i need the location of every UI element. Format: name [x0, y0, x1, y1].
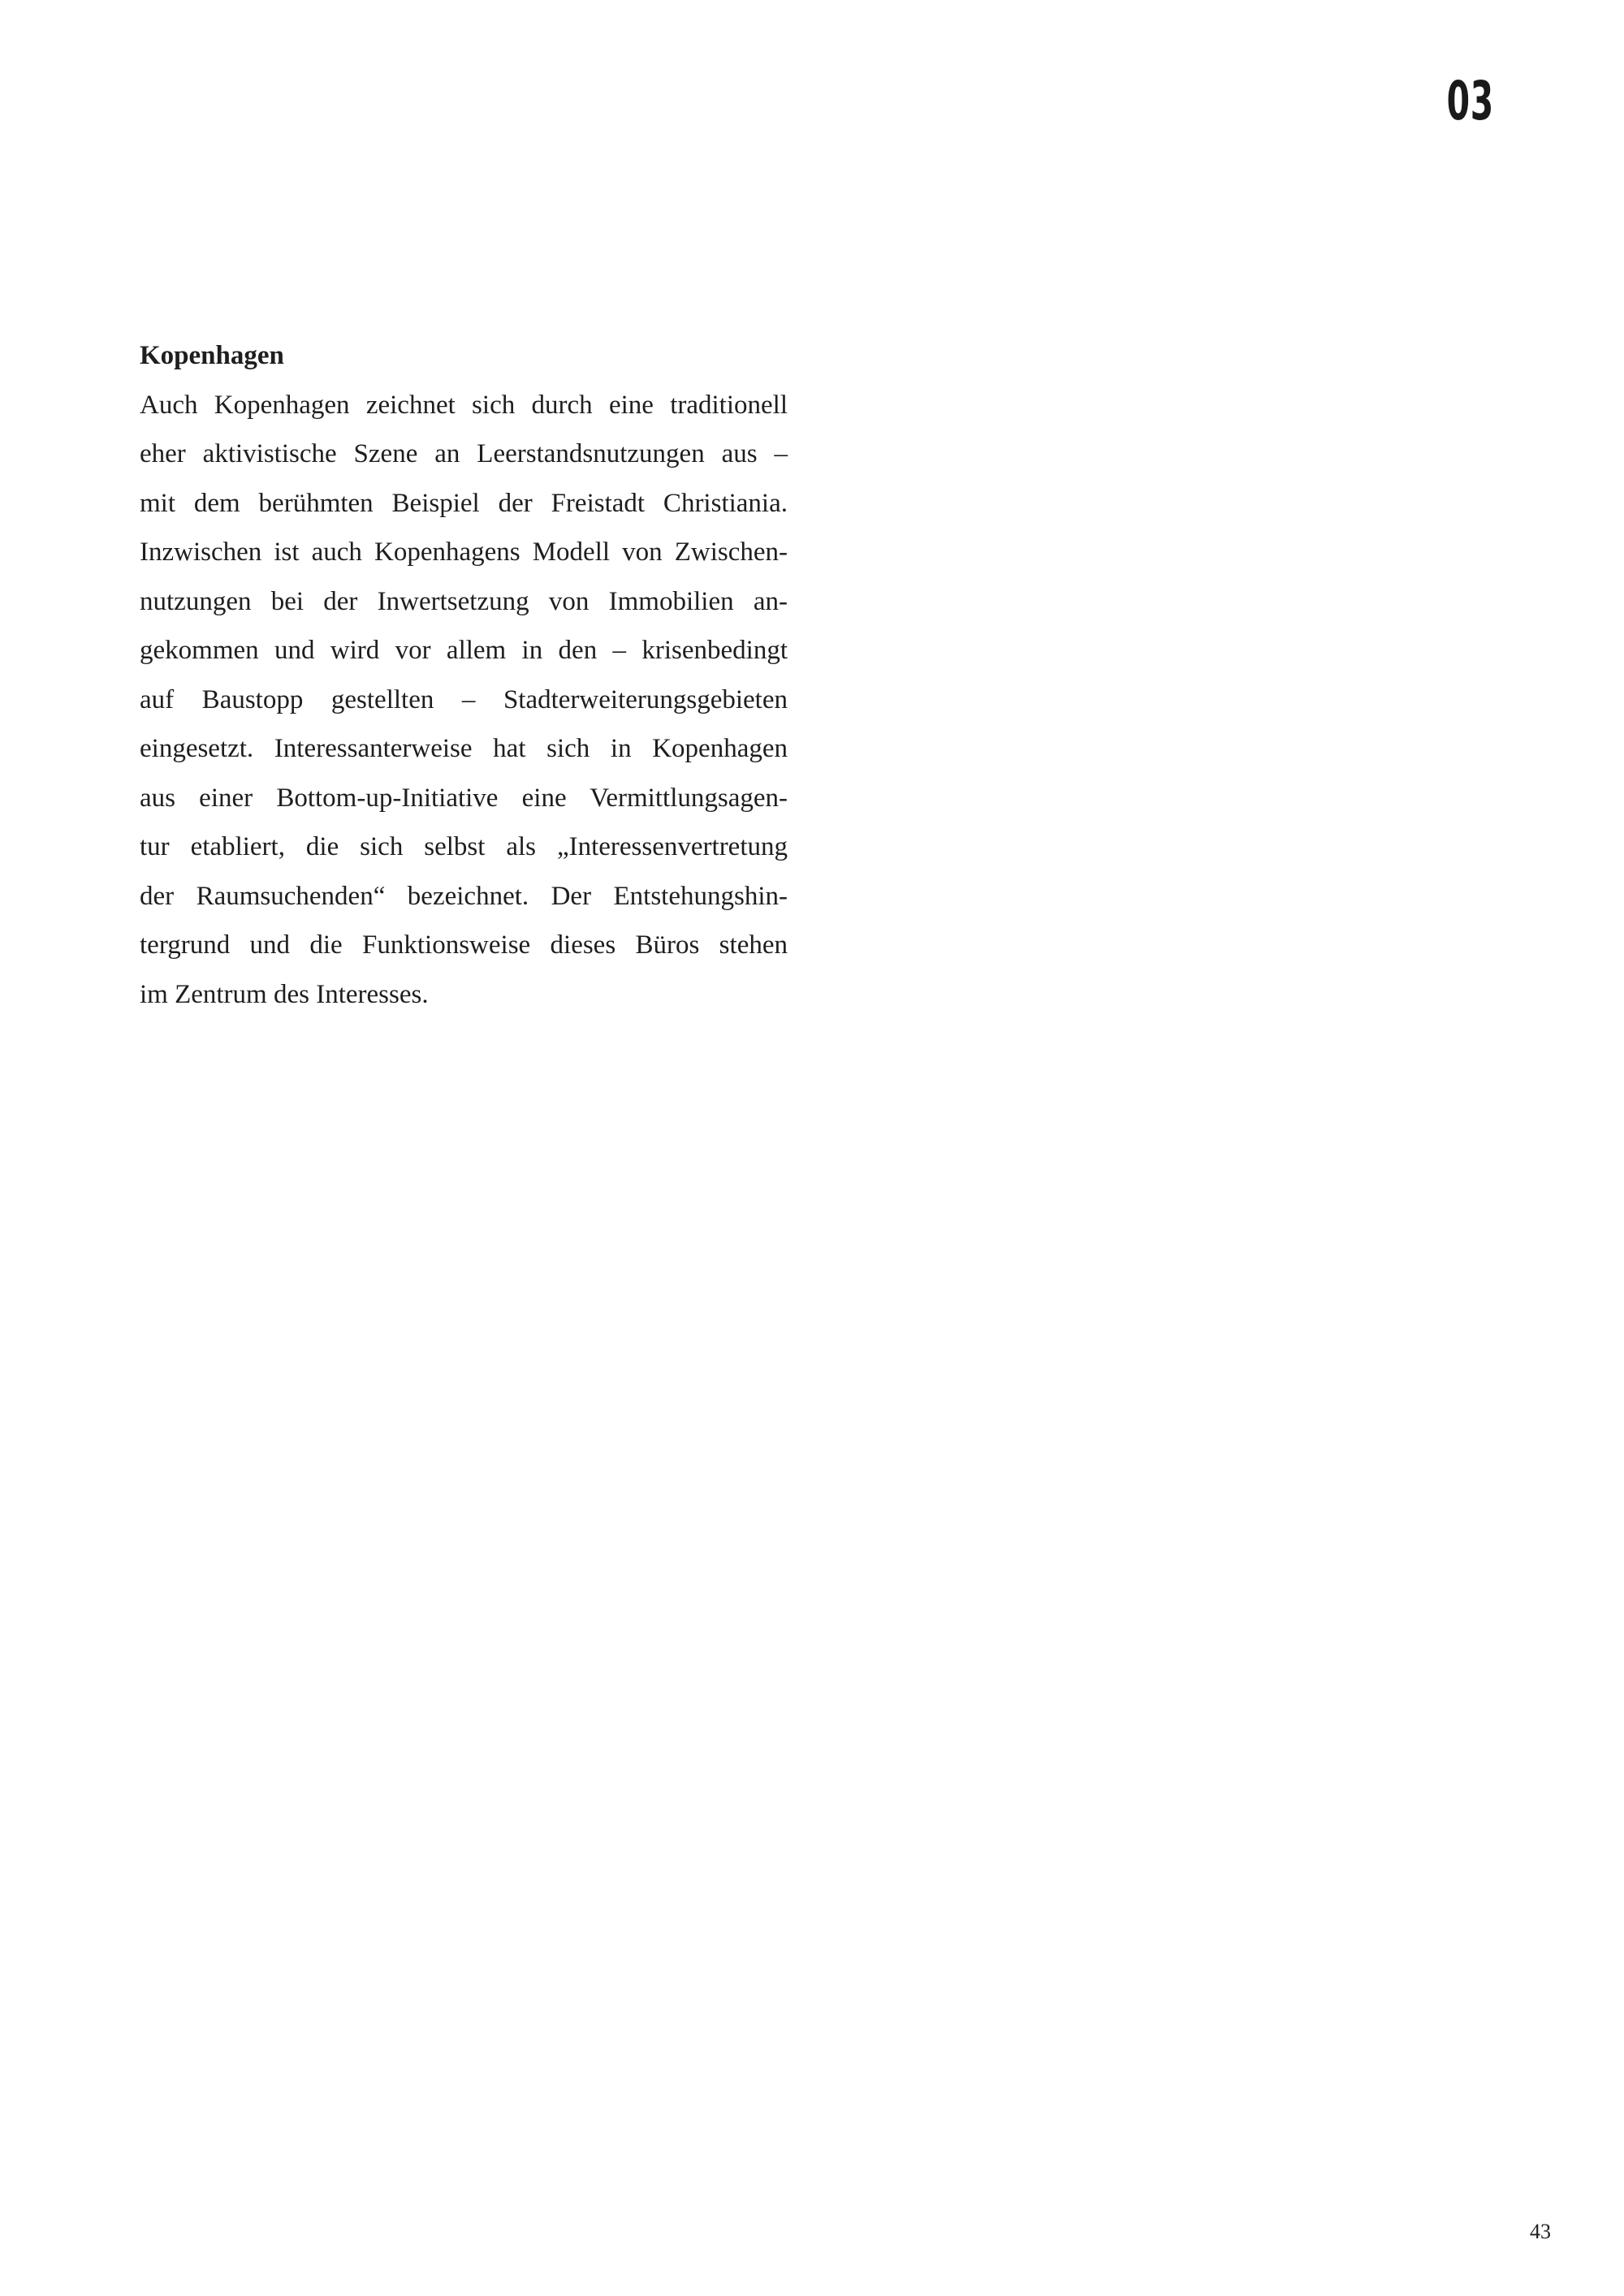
text-column: [140, 331, 788, 1019]
text-line: aus einer Bottom-up-Initiative eine Vermittlungsagen-: [140, 783, 788, 813]
body-paragraph: [140, 381, 788, 1020]
section-heading: Kopenhagen: [140, 341, 284, 370]
chapter-number: 03: [1446, 70, 1494, 132]
text-line: mit dem berühmten Beispiel der Freistadt Christiania.: [140, 488, 788, 518]
page-number: 43: [1530, 2220, 1551, 2243]
text-line: der Raumsuchenden“ bezeichnet. Der Entstehungshin-: [140, 881, 788, 911]
text-line: gekommen und wird vor allem in den – krisenbedingt: [140, 636, 788, 665]
text-line: tergrund und die Funktionsweise dieses Büros stehen: [140, 930, 788, 960]
text-line: im Zentrum des Interesses.: [140, 979, 429, 1009]
text-line: Auch Kopenhagen zeichnet sich durch eine traditionell: [140, 390, 788, 420]
text-line: tur etabliert, die sich selbst als „Interessenvertretung: [140, 832, 788, 861]
text-line: nutzungen bei der Inwertsetzung von Immobilien an-: [140, 586, 788, 616]
text-line: eingesetzt. Interessanterweise hat sich in Kopenhagen: [140, 734, 788, 763]
text-line: eher aktivistische Szene an Leerstandsnutzungen aus –: [140, 439, 788, 468]
text-line: Inzwischen ist auch Kopenhagens Modell von Zwischen-: [140, 537, 788, 567]
text-line: auf Baustopp gestellten – Stadterweiterungsgebieten: [140, 684, 788, 714]
